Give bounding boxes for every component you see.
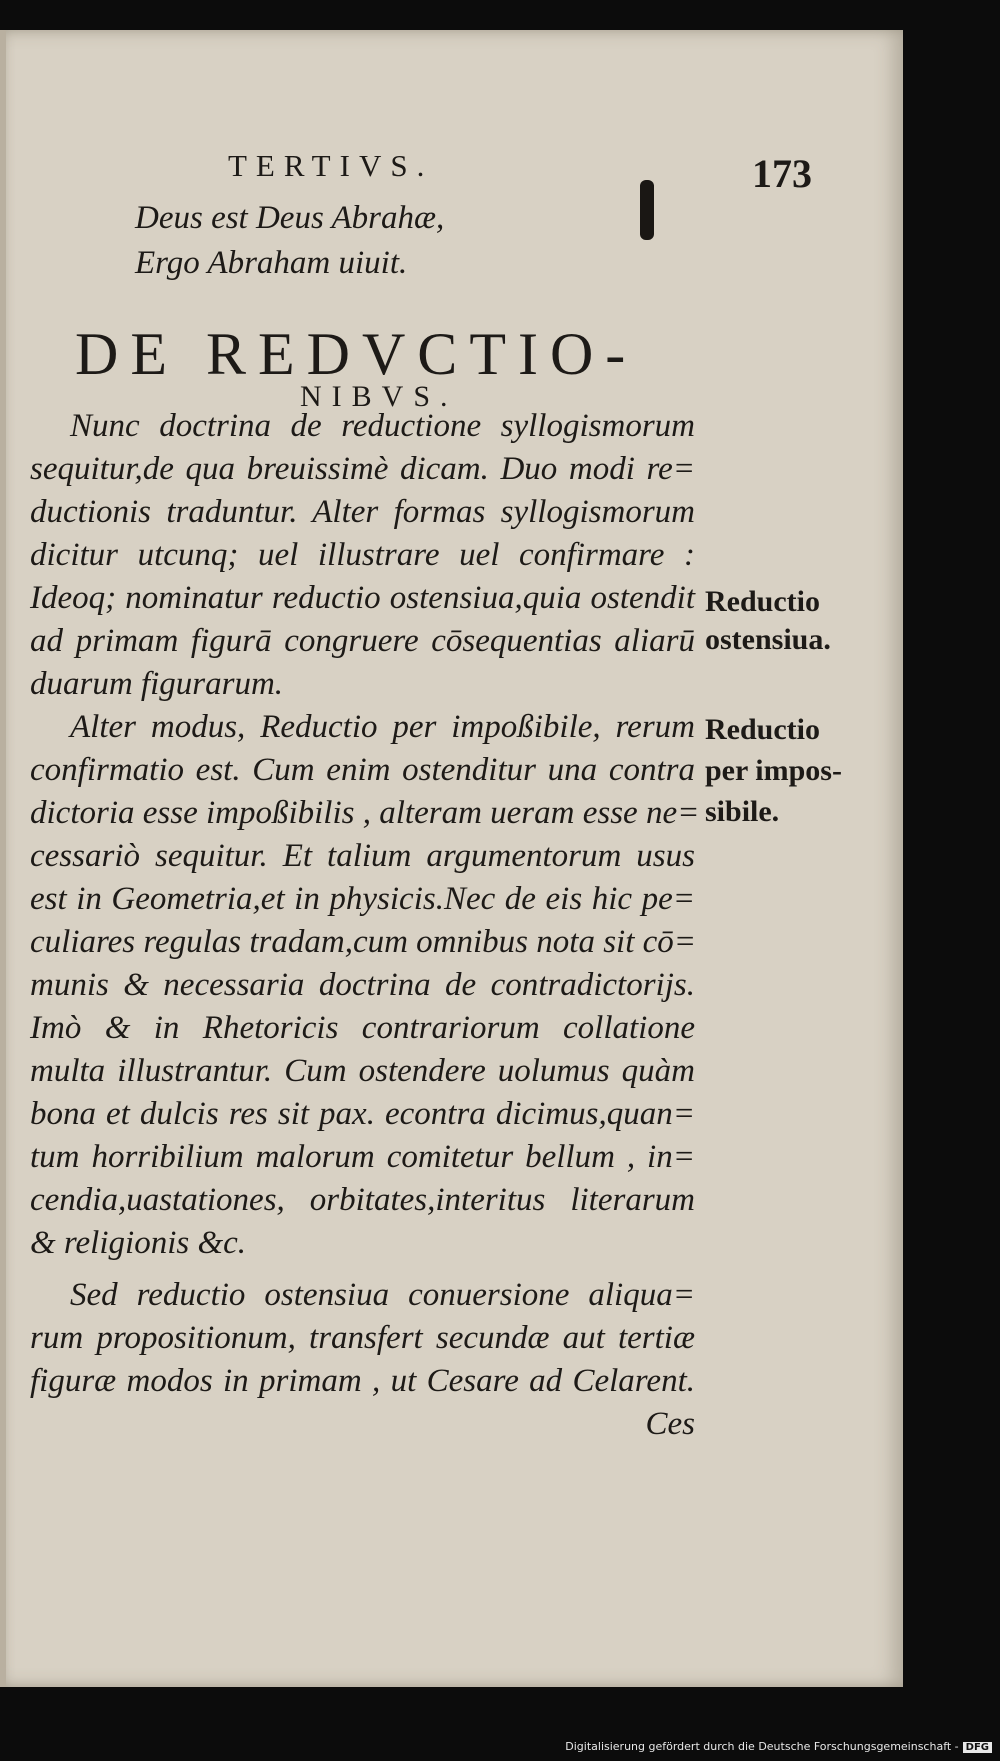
marginal-note-reductio-ostensiua-line2: ostensiua. [705, 623, 831, 656]
section-title-line: NIBVS. [300, 380, 458, 413]
running-head: TERTIVS. [228, 148, 434, 183]
body-line: cessariò sequitur. Et talium argumentorum usus [30, 838, 695, 874]
body-line: multa illustrantur. Cum ostendere uolumus quàm [30, 1053, 695, 1089]
credit-text: Digitalisierung gefördert durch die Deutsche Forschungsgemeinschaft - [565, 1740, 959, 1753]
section-title-line: DE REDVCTIO- [75, 321, 638, 387]
body-line: culiares regulas tradam,cum omnibus nota sit cō= [30, 924, 697, 960]
page-number: 173 [752, 151, 812, 196]
body-line: sequitur,de qua breuissimè dicam. Duo modi re= [30, 451, 695, 487]
dfg-logo: DFG [963, 1742, 992, 1753]
body-line: confirmatio est. Cum enim ostenditur una contra [30, 752, 695, 788]
marginal-note-reductio-ostensiua-line1: Reductio [705, 585, 820, 618]
body-line: dictoria esse impoßibilis , alteram ueram esse ne= [30, 795, 700, 831]
body-line: munis & necessaria doctrina de contradictorijs. [30, 967, 695, 1003]
body-line: tum horribilium malorum comitetur bellum , in= [30, 1139, 695, 1175]
intro-line: Deus est Deus Abrahæ, [135, 200, 445, 236]
body-line: duarum figurarum. [30, 666, 284, 702]
body-line: dicitur utcunq; uel illustrare uel confirmare : [30, 537, 695, 573]
body-line: bona et dulcis res sit pax. econtra dicimus,quan= [30, 1096, 695, 1132]
book-page [0, 30, 903, 1687]
body-line: ductionis traduntur. Alter formas syllogismorum [30, 494, 695, 530]
body-line: Sed reductio ostensiua conuersione aliqua= [70, 1277, 695, 1313]
body-line: Alter modus, Reductio per impoßibile, rerum [70, 709, 695, 745]
body-line: cendia,uastationes, orbitates,interitus literarum [30, 1182, 695, 1218]
marginal-note-reductio-impossibile-line1: Reductio [705, 713, 820, 746]
marginal-note-reductio-impossibile-line2: per impos- [705, 754, 842, 787]
body-line: Imò & in Rhetoricis contrariorum collatione [30, 1010, 695, 1046]
body-line: Nunc doctrina de reductione syllogismorum [70, 408, 695, 444]
page-edge-shadow [0, 30, 6, 1687]
body-line: est in Geometria,et in physicis.Nec de eis hic pe= [30, 881, 695, 917]
body-line: Ideoq; nominatur reductio ostensiua,quia ostendit [30, 580, 695, 616]
digitization-credit [0, 1740, 1000, 1753]
body-line: rum propositionum, transfert secundæ aut tertiæ [30, 1320, 695, 1356]
ink-blot-mark [640, 180, 654, 240]
body-line: figuræ modos in primam , ut Cesare ad Celarent. [30, 1363, 695, 1399]
catchword: Ces [645, 1406, 695, 1442]
body-line: & religionis &c. [30, 1225, 247, 1261]
marginal-note-reductio-impossibile-line3: sibile. [705, 795, 780, 828]
body-line: ad primam figurā congruere cōsequentias aliarū [30, 623, 695, 659]
intro-line: Ergo Abraham uiuit. [135, 245, 408, 281]
